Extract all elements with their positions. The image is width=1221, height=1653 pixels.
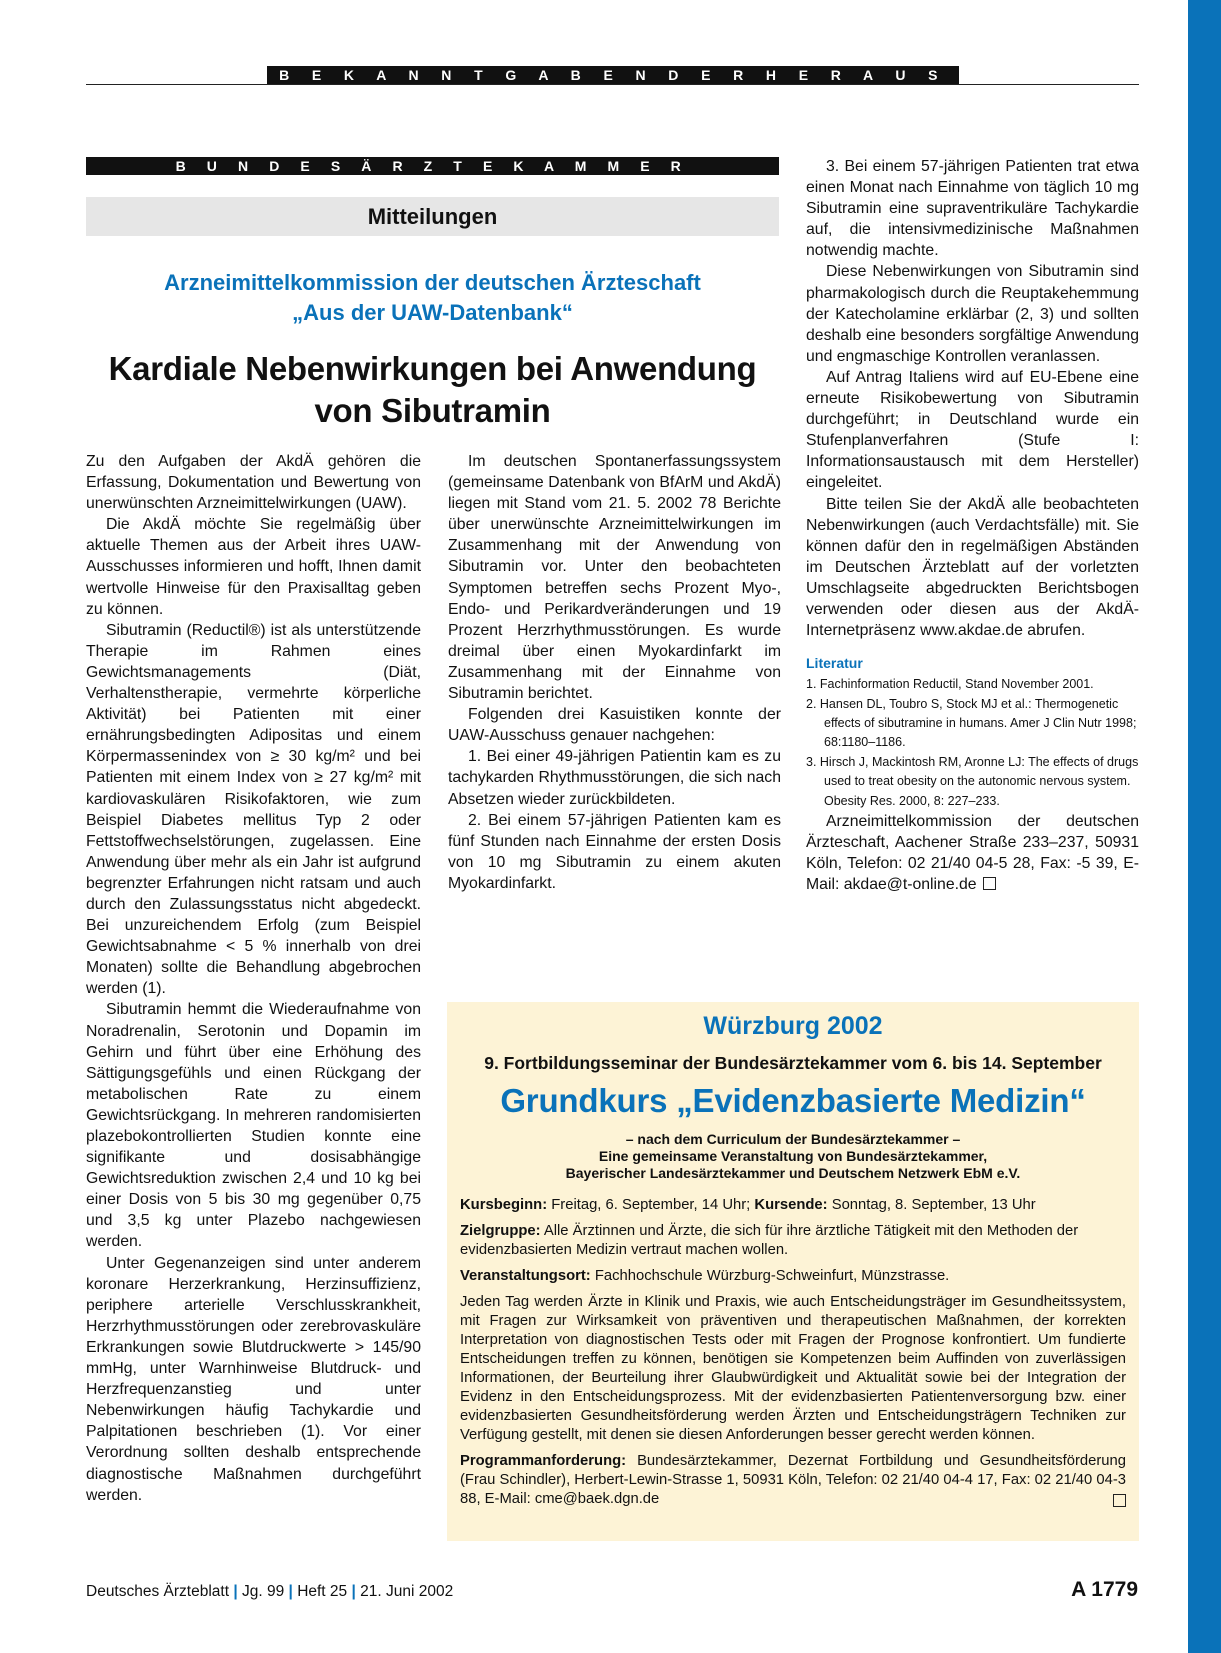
- request-label: Programmanforderung:: [460, 1453, 627, 1469]
- separator: |: [288, 1583, 293, 1600]
- target-audience: [460, 1222, 1126, 1260]
- page-number: A 1779: [1071, 1578, 1138, 1601]
- paragraph: Bitte teilen Sie der AkdÄ alle beobachteten Nebenwirkungen (auch Verdachtsfälle) mit. Sie können dafür den in regelmäßigen Abständen im Deutschen Ärzteblatt auf der vorletzten Umschlagseite abgedruckten Berichtsbogen verwenden oder diesen aus der AkdÄ-Internetpräsenz www.akdae.de abrufen.: [806, 495, 1139, 640]
- issue-date: 21. Juni 2002: [360, 1583, 454, 1600]
- paragraph: Folgenden drei Kasuistiken konnte der UAW-Ausschuss genauer nachgehen:: [448, 706, 781, 745]
- program-request: [460, 1452, 1126, 1509]
- reference-item: 2. Hansen DL, Toubro S, Stock MJ et al.: Thermogenetic effects of sibutramine in humans. Amer J Clin Nutr 1998; 68:1180–1186.: [806, 696, 1137, 750]
- reference-list: [806, 675, 1139, 811]
- announcement-body: [460, 1196, 1126, 1516]
- header-banner: B E K A N N T G A B E N D E R H E R A U S G E B E R: [267, 66, 959, 84]
- announcement-curriculum: [447, 1131, 1139, 1182]
- paragraph: Zu den Aufgaben der AkdÄ gehören die Erfassung, Dokumentation und Bewertung von unerwünschten Arzneimittelwirkungen (UAW).: [86, 453, 421, 513]
- end-mark-icon: [983, 877, 996, 890]
- paragraph: Die AkdÄ möchte Sie regelmäßig über aktuelle Themen aus der Arbeit ihres UAW-Ausschusses informieren und hofft, Ihnen damit wertvolle Hinweise für den Praxisalltag geben zu können.: [86, 516, 421, 618]
- announcement-headline: Grundkurs „Evidenzbasierte Medizin“: [500, 1082, 1086, 1119]
- paragraph: 1. Bei einer 49-jährigen Patientin kam es zu tachykarden Rhythmusstörungen, die sich nach Absetzen wieder zurückbildeten.: [448, 748, 781, 808]
- address-text: Arzneimittelkommission der deutschen Ärzteschaft, Aachener Straße 233–237, 50931 Köln, Telefon: 02 21/40 04-5 28, Fax: -5 39, E-Mail: akdae@t-online.de: [806, 813, 1139, 894]
- start-label: Kursbeginn:: [460, 1197, 548, 1213]
- article-column-3: [806, 156, 1139, 895]
- reference-item: 3. Hirsch J, Mackintosh RM, Aronne LJ: The effects of drugs used to treat obesity on the autonomic nervous system. Obesity Res. 2000, 8: 227–233.: [806, 754, 1139, 808]
- issue: Heft 25: [297, 1583, 348, 1600]
- article-column-1: [86, 451, 421, 1506]
- paragraph: Unter Gegenanzeigen sind unter anderem koronare Herzerkrankung, Herzinsuffizienz, periphere arterielle Verschlusskrankheit, Herzrhythmusstörungen oder zerebrovaskuläre Erkrankungen sowie Blutdruckwerte > 145/90 mmHg, unter Warnhinweise Blutdruck- und Herzfrequenzanstieg und unter Nebenwirkungen häufig Tachykardie und Palpitationen beschrieben (1). Vor einer Verordnung sollten deshalb entsprechende diagnostische Maßnahmen durchgeführt werden.: [86, 1254, 421, 1504]
- paragraph: Im deutschen Spontanerfassungssystem (gemeinsame Datenbank von BfArM und AkdÄ) liegen mit Stand vom 21. 5. 2002 78 Berichte über unerwünschte Arzneimittelwirkungen im Zusammenhang mit der Anwendung von Sibutramin vor. Unter den beobachteten Symptomen betreffen sechs Prozent Myo-, Endo- und Perikardveränderungen und 19 Prozent Herzrhythmusstörungen. Es wurde dreimal über einen Myokardinfarkt im Zusammenhang mit der Einnahme von Sibutramin berichtet.: [448, 453, 781, 703]
- separator: |: [351, 1583, 356, 1600]
- announcement-box: [447, 1002, 1139, 1541]
- journal-name: Deutsches Ärzteblatt: [86, 1583, 230, 1600]
- footer-citation: [86, 1583, 453, 1601]
- announcement-description: Jeden Tag werden Ärzte in Klinik und Praxis, wie auch Entscheidungsträger im Gesundheitssystem, mit Fragen zur Wirksamkeit von präventiven und therapeutischen Maßnahmen, der korrekten Interpretation von diagnostischen Tests oder mit Fragen der Prognose konfrontiert. Um fundierte Entscheidungen treffen zu können, benötigen sie Kompetenzen beim Auffinden von zuverlässigen Informationen, der Beurteilung ihrer Glaubwürdigkeit und Aktualität sowie bei der Integration der Evidenz in den Entscheidungsprozess. Mit der evidenzbasierten Patientenversorgung bzw. einer evidenzbasierten Gesundheitsförderung werden Ärzten und Entscheidungsträgern Techniken zur Verfügung gestellt, mit denen sie diesen Anforderungen besser gerecht werden können.: [460, 1294, 1126, 1443]
- separator: |: [233, 1583, 238, 1600]
- reference-item: 1. Fachinformation Reductil, Stand November 2001.: [806, 677, 1094, 692]
- end-value: Sonntag, 8. September, 13 Uhr: [827, 1197, 1036, 1213]
- right-margin-bar: [1188, 0, 1221, 1653]
- kicker-line-2: „Aus der UAW-Datenbank“: [292, 300, 573, 325]
- paragraph: Sibutramin hemmt die Wiederaufnahme von Noradrenalin, Serotonin und Dopamin im Gehirn und führt über eine Erhöhung des Sättigungsgefühls und einen Rückgang der metabolischen Rate zu einem Gewichtsrückgang. In mehreren randomisierten plazebokontrollierten Studien konnte eine signifikante und dosisabhängige Gewichtsreduktion zwischen 2,4 und 10 kg bei einer Dosis von 5 bis 30 mg gegenüber 0,75 und 3,5 kg unter Plazebo nachgewiesen werden.: [86, 1001, 421, 1251]
- end-label: Kursende:: [754, 1197, 828, 1213]
- venue-value: Fachhochschule Würzburg-Schweinfurt, Münzstrasse.: [590, 1268, 950, 1284]
- section-banner: B U N D E S Ä R Z T E K A M M E R: [86, 157, 779, 175]
- article-kicker: [86, 268, 779, 328]
- contact-address: [806, 811, 1139, 895]
- article-title: [86, 348, 779, 432]
- title-line-1: Kardiale Nebenwirkungen bei Anwendung: [108, 350, 757, 387]
- venue-label: Veranstaltungsort:: [460, 1268, 591, 1284]
- end-mark-icon: [1113, 1494, 1126, 1507]
- audience-label: Zielgruppe:: [460, 1223, 541, 1239]
- venue: [460, 1267, 1126, 1286]
- title-line-2: von Sibutramin: [314, 392, 551, 429]
- header-rule: [86, 84, 1139, 85]
- start-value: Freitag, 6. September, 14 Uhr;: [547, 1197, 755, 1213]
- paragraph: Sibutramin (Reductil®) ist als unterstützende Therapie im Rahmen eines Gewichtsmanagements (Diät, Verhaltenstherapie, vermehrte körperliche Aktivität) bei Patienten mit einer ernährungsbedingten Adipositas und einem Körpermassenindex von ≥ 30 kg/m² und bei Patienten mit einem Index von ≥ 27 kg/m² mit kardiovaskulären Risikofaktoren, wie zum Beispiel Diabetes mellitus Typ 2 oder Fettstoffwechselstörungen, zugelassen. Eine Anwendung über mehr als ein Jahr ist aufgrund begrenzter Erfahrungen nicht ratsam und auch durch den Zulassungsstatus nicht abgedeckt. Bei unzureichendem Erfolg (zum Beispiel Gewichtsabnahme < 5 % innerhalb von drei Monaten) sollte die Behandlung abgebrochen werden (1).: [86, 621, 421, 998]
- volume: Jg. 99: [241, 1583, 285, 1600]
- curriculum-line-2: Eine gemeinsame Veranstaltung von Bundesärztekammer,: [598, 1148, 988, 1164]
- course-dates: [460, 1196, 1126, 1215]
- curriculum-line-3: Bayerischer Landesärztekammer und Deutschem Netzwerk EbM e.V.: [565, 1165, 1021, 1181]
- curriculum-line-1: – nach dem Curriculum der Bundesärztekammer –: [625, 1131, 961, 1147]
- paragraph: 3. Bei einem 57-jährigen Patienten trat etwa einen Monat nach Einnahme von täglich 10 mg Sibutramin eine supraventrikuläre Tachykardie auf, die intensivmedizinische Maßnahmen notwendig machte.: [806, 158, 1139, 260]
- kicker-line-1: Arzneimittelkommission der deutschen Ärzteschaft: [164, 270, 701, 295]
- paragraph: Auf Antrag Italiens wird auf EU-Ebene eine erneute Risikobewertung von Sibutramin durchgeführt; in Deutschland wurde ein Stufenplanverfahren (Stufe I: Informationsaustausch mit dem Hersteller) eingeleitet.: [806, 368, 1139, 492]
- request-value: Bundesärztekammer, Dezernat Fortbildung und Gesundheitsförderung (Frau Schindler), Herbert-Lewin-Strasse 1, 50931 Köln, Telefon: 02 21/40 04-4 17, Fax: 02 21/40 04-3 88, E-Mail: cme@baek.dgn.de: [460, 1453, 1126, 1507]
- article-column-2: [448, 451, 781, 894]
- literature-heading: Literatur: [806, 655, 863, 672]
- announcement-title: Würzburg 2002: [703, 1012, 883, 1040]
- audience-value: Alle Ärztinnen und Ärzte, die sich für ihre ärztliche Tätigkeit mit den Methoden der evidenzbasierten Medizin vertraut machen wollen.: [460, 1223, 1079, 1258]
- announcement-subtitle: 9. Fortbildungsseminar der Bundesärztekammer vom 6. bis 14. September: [484, 1053, 1102, 1073]
- paragraph: Diese Nebenwirkungen von Sibutramin sind pharmakologisch durch die Reuptakehemmung der Katecholamine erklärbar (2, 3) und sollten deshalb eine besonders sorgfältige Anwendung und engmaschige Kontrollen veranlassen.: [806, 263, 1139, 365]
- paragraph: 2. Bei einem 57-jährigen Patienten kam es fünf Stunden nach Einnahme der ersten Dosis von 10 mg Sibutramin zu einem akuten Myokardinfarkt.: [448, 811, 781, 892]
- section-subheading: Mitteilungen: [86, 197, 779, 236]
